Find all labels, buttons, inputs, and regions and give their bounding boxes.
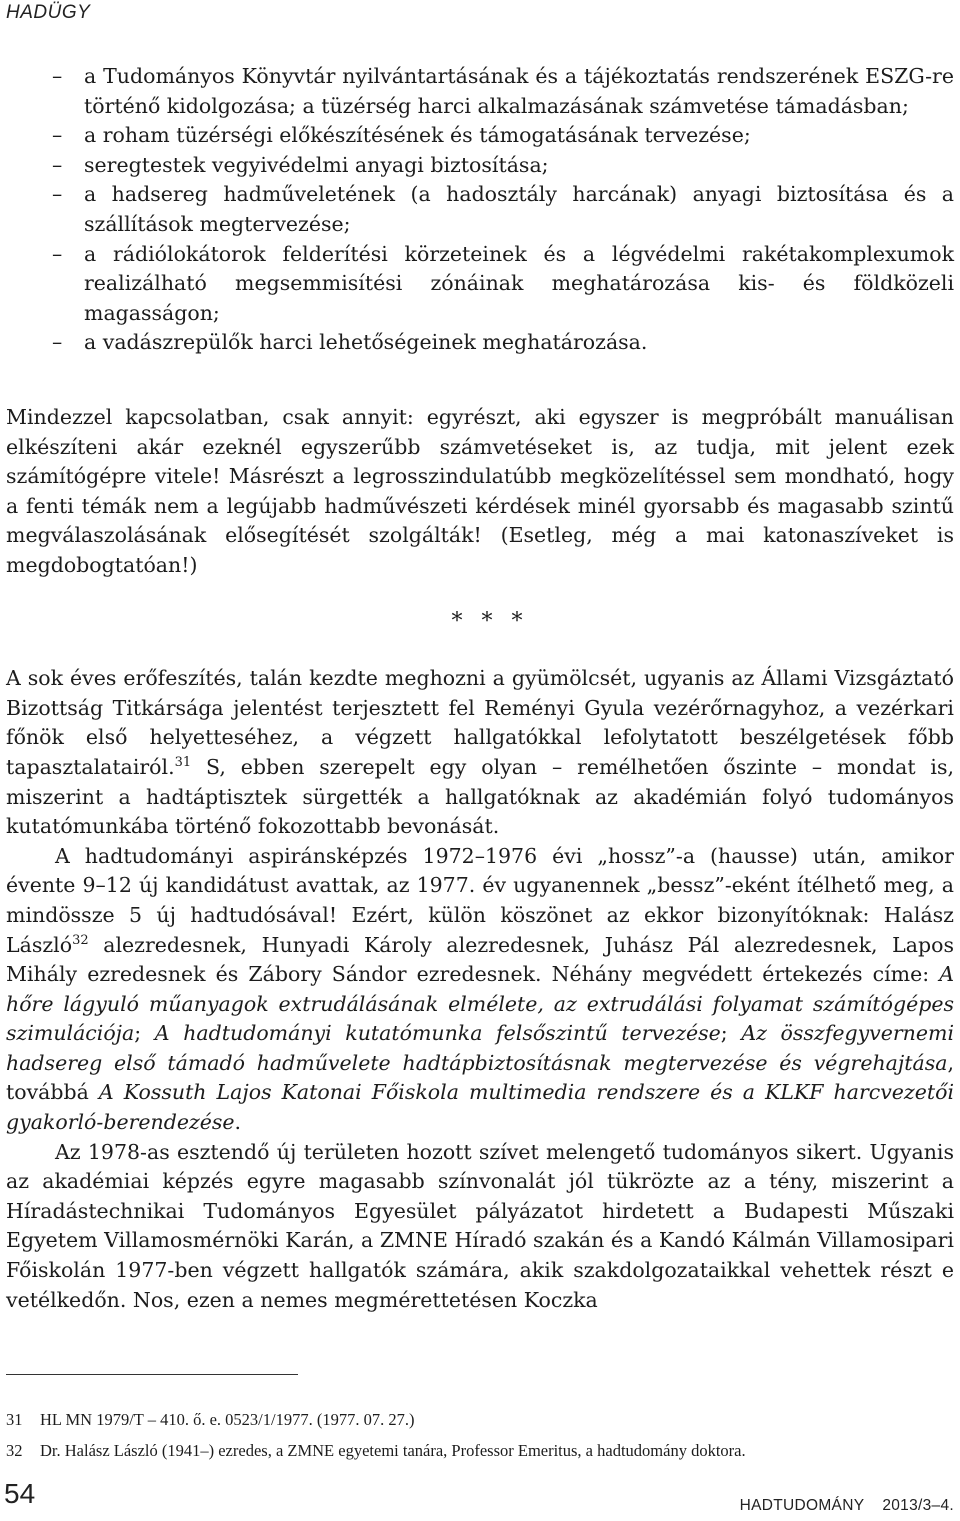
- footnote: [6, 1404, 956, 1435]
- footnote: [6, 1435, 956, 1466]
- paragraph: Az 1978-as esztendő új területen hozott szívet melengető tudományos sikert. Ugyanis az akadémiai képzés egyre magasabb színvonalát jól tükrözte az a tény, miszerint a Híradástechnikai Tudományos Egyesület pályázatot hirdetett a Budapesti Műszaki Egyetem Villamosmérnöki Karán, a ZMNE Híradó szakán és a Kandó Kálmán Villamosipari Főiskolán 1977-ben végzett hallgatók számára, akik szakdolgozataikkal vehettek részt e vetélkedőn. Nos, ezen a nemes megmérettetésen Koczka: [6, 1139, 954, 1312]
- dash-marker: –: [52, 152, 63, 177]
- footnote-ref[interactable]: 31: [174, 755, 192, 771]
- thesis-title: A hadtudományi kutatómunka felsőszintű tervezése: [154, 1021, 721, 1046]
- footnote-ref[interactable]: 32: [72, 932, 89, 948]
- article-body: [6, 403, 954, 1315]
- list-item: – a rádiólokátorok felderítési körzeteinek és a légvédelmi rakétakomplexumok realizálható megsemmisítési zónáinak meghatározása kis- és földközeli magasságon;: [52, 241, 954, 325]
- list-item: – seregtestek vegyivédelmi anyagi biztosítása;: [0, 151, 960, 181]
- list-item: – a roham tüzérségi előkészítésének és támogatásának tervezése;: [0, 121, 960, 151]
- journal-footer: [740, 1497, 954, 1515]
- journal-name: HADTUDOMÁNY: [739, 1497, 865, 1514]
- page-number: 54: [4, 1478, 36, 1509]
- bullet-list: [0, 62, 960, 358]
- thesis-title: A hőre lágyuló műanyagok extrudálásának elmélete, az extrudálási folyamat számítógépes szimulációja: [6, 962, 954, 1046]
- thesis-title: Az összfegyvernemi hadsereg első támadó hadművelete hadtápbiztosításnak megtervezése és végrehajtása: [6, 1021, 954, 1075]
- section-label: HADÜGY: [6, 2, 91, 23]
- dash-marker: –: [52, 330, 63, 355]
- footnote-text: Dr. Halász László (1941–) ezredes, a ZMNE egyetemi tanára, Professor Emeritus, a hadtudomány doktora.: [40, 1441, 746, 1460]
- journal-issue: 2013/3–4.: [882, 1497, 954, 1514]
- paragraph: A sok éves erőfeszítés, talán kezdte meghozni a gyümölcsét, ugyanis az Állami Vizsgáztató Bizottság Titkársága jelentést terjesztett fel Reményi Gyula vezérőrnagyhoz, a vezérkari főnök első helyetteséhez, a végzett hallgatókkal lefolytatott beszélgetések főbb tapasztalatairól.$^{31}$ S, ebben szerepelt egy olyan – remélhetően őszinte – mondat is, miszerint a hadtáptisztek sürgették a hallgatóknak az akadémián folyó tudományos kutatómunkába történő fokozottabb bevonását.: [6, 666, 954, 839]
- dash-marker: –: [52, 64, 63, 88]
- list-item: – a vadászrepülők harci lehetőségeinek meghatározása.: [0, 328, 960, 358]
- thesis-title: A Kossuth Lajos Katonai Főiskola multimedia rendszere és a KLKF harcvezetői gyakorló-berendezése: [6, 1080, 955, 1135]
- dash-marker: –: [52, 182, 63, 207]
- list-item: – a hadsereg hadműveletének (a hadosztály harcának) anyagi biztosítása és a szállítások megtervezése;: [52, 182, 954, 236]
- dash-marker: –: [52, 123, 63, 148]
- footnote-text: HL MN 1979/T – 410. ő. e. 0523/1/1977. (1977. 07. 27.): [40, 1410, 415, 1429]
- section-separator: * * *: [451, 608, 529, 634]
- paragraph: A hadtudományi aspiránsképzés 1972–1976 évi „hossz”-a (hausse) után, amikor évente 9–12 új kandidátust avattak, az 1977. év ugyanennek „bessz”-eként ítélhető meg, a mindössze 5 új hadtudósával! Ezért, külön köszönet az ekkor bizonyítóknak: Halász László$^{32}$ alezredesnek, Hunyadi Károly alezredesnek, Juhász Pál alezredesnek, Lapos Mihály ezredesnek és Zábory Sándor ezredesnek. Néhány megvédett értekezés címe: A hőre lágyuló műanyagok extrudálásának elmélete, az extrudálási folyamat számítógépes szimulációja; A hadtudományi kutatómunka felsőszintű tervezése; Az összfegyvernemi hadsereg első támadó hadművelete hadtápbiztosításnak megtervezése és végrehajtása, továbbá A Kossuth Lajos Katonai Főiskola multimedia rendszere és a KLKF harcvezetői gyakorló-berendezése.: [6, 843, 955, 1135]
- paragraph: Mindezzel kapcsolatban, csak annyit: egyrészt, aki egyszer is megpróbált manuálisan elkészíteni akár ezeknél egyszerűbb számvetéseket is, az tudja, mit jelent ezek számítógépre vitele! Másrészt a legrosszindulatúbb megközelítéssel sem mondható, hogy a fenti témák nem a legújabb hadművészeti kérdések minél gyorsabb és magasabb szintű megválaszolásának elősegítését szolgálták! (Esetleg, még a mai katonaszíveket is megdobogtatóan!): [6, 405, 954, 577]
- list-item: – a Tudományos Könyvtár nyilvántartásának és a tájékoztatás rendszerének ESZG-re történő kidolgozása; a tüzérség harci alkalmazásának számvetése támadásban;: [52, 64, 954, 118]
- footnotes: [6, 1404, 956, 1466]
- footnote-divider: [6, 1374, 298, 1375]
- dash-marker: –: [52, 241, 63, 266]
- footnote-number: 32: [6, 1441, 23, 1460]
- footnote-number: 31: [6, 1410, 23, 1429]
